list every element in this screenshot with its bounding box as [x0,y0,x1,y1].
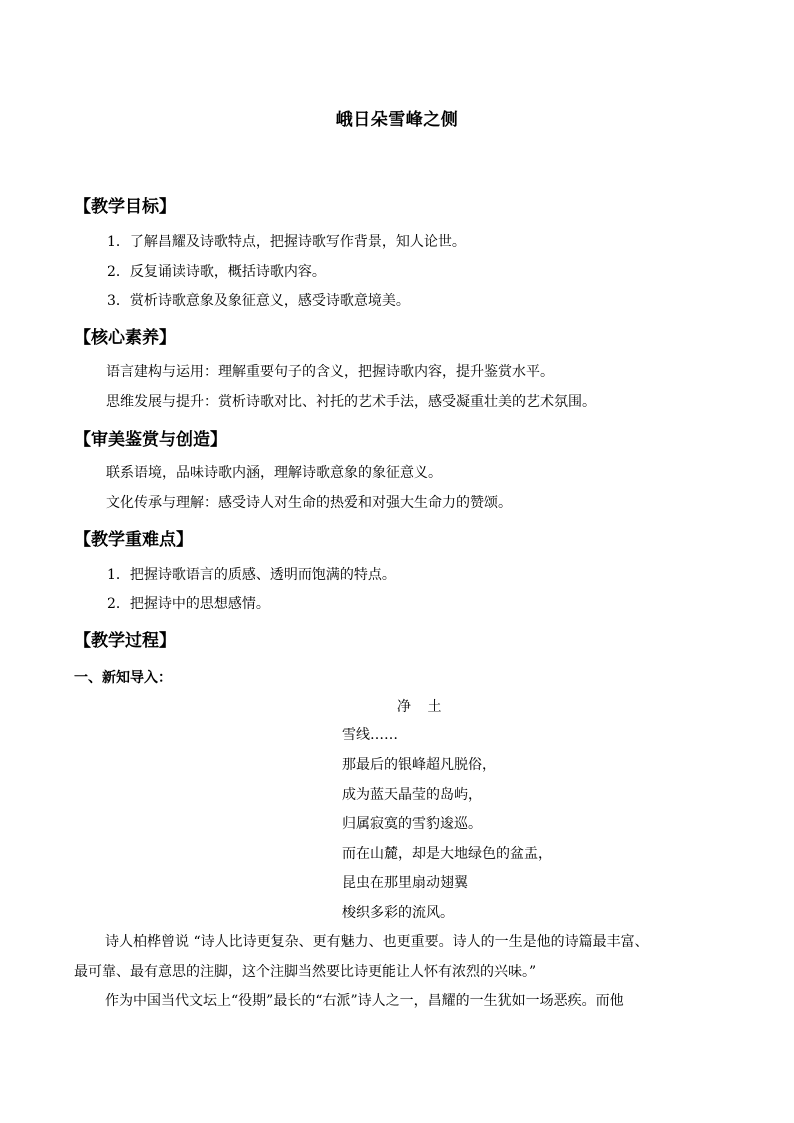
body-paragraph-line: 最可靠、最有意思的注脚，这个注脚当然要比诗更能让人怀有浓烈的兴味。” [74,964,537,980]
poem-line: 那最后的银峰超凡脱俗， [342,757,496,773]
list-item: 联系语境，品味诗歌内涵，理解诗歌意象的象征意义。 [106,465,442,481]
list-item: 文化传承与理解：感受诗人对生命的热爱和对强大生命力的赞颂。 [106,495,512,511]
list-item: 2．反复诵读诗歌，概括诗歌内容。 [107,264,326,280]
poem-line: 梭织多彩的流风。 [342,905,454,921]
list-item: 3．赏析诗歌意象及象征意义，感受诗歌意境美。 [107,293,410,309]
section-heading-aesthetic-appreciation: 【审美鉴赏与创造】 [74,430,227,450]
body-paragraph-line: 诗人柏桦曾说 “诗人比诗更复杂、更有魅力、也更重要。诗人的一生是他的诗篇最丰富、 [105,934,649,950]
list-item: 2．把握诗中的思想感情。 [107,596,270,612]
list-item: 1．了解昌耀及诗歌特点，把握诗歌写作背景，知人论世。 [107,234,466,250]
poem-line: 雪线…… [342,727,398,743]
section-heading-teaching-process: 【教学过程】 [74,631,176,651]
body-paragraph-line: 作为中国当代文坛上“役期”最长的“右派”诗人之一，昌耀的一生犹如一场恶疾。而他 [105,993,624,1009]
document-title: 峨日朵雪峰之侧 [335,110,459,130]
poem-line: 昆虫在那里扇动翅翼 [342,875,468,891]
list-item: 1．把握诗歌语言的质感、透明而饱满的特点。 [107,567,396,583]
poem-title: 净 土 [397,699,448,715]
poem-line: 归属寂寞的雪豹逡巡。 [342,816,482,832]
list-item: 思维发展与提升：赏析诗歌对比、衬托的艺术手法，感受凝重壮美的艺术氛围。 [106,394,596,410]
section-heading-teaching-goals: 【教学目标】 [74,197,176,217]
section-heading-key-difficulties: 【教学重难点】 [74,530,193,550]
section-heading-core-literacy: 【核心素养】 [74,328,176,348]
poem-line: 成为蓝天晶莹的岛屿， [342,787,482,803]
subheading-introduction: 一、新知导入： [74,670,172,686]
poem-line: 而在山麓，却是大地绿色的盆盂， [342,846,552,862]
list-item: 语言建构与运用：理解重要句子的含义，把握诗歌内容，提升鉴赏水平。 [106,364,554,380]
